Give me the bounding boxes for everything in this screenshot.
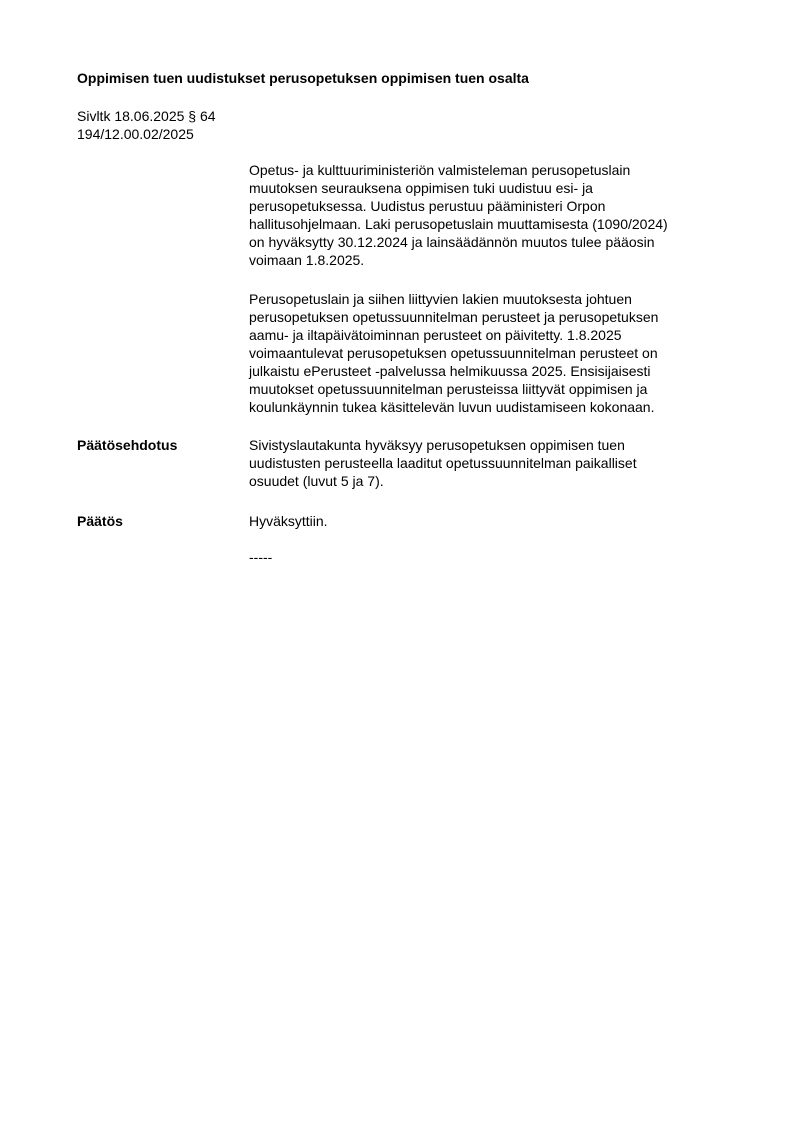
paragraph-line: koulunkäynnin tukea käsittelevän luvun uudistamiseen kokonaan. (249, 399, 655, 415)
meeting-reference: Sivltk 18.06.2025 § 64 (77, 108, 216, 124)
paragraph-line: muutoksen seurauksena oppimisen tuki uudistuu esi- ja (249, 180, 593, 196)
paragraph-line: hallitusohjelmaan. Laki perusopetuslain muuttamisesta (1090/2024) (249, 216, 668, 232)
paragraph-line: aamu- ja iltapäivätoiminnan perusteet on päivitetty. 1.8.2025 (249, 327, 622, 343)
paragraph-line: perusopetuksen opetussuunnitelman perusteet ja perusopetuksen (249, 309, 659, 325)
paragraph-line: julkaistu ePerusteet -palvelussa helmikuussa 2025. Ensisijaisesti (249, 363, 651, 379)
proposal-paragraph (249, 436, 729, 490)
record-number: 194/12.00.02/2025 (77, 126, 194, 142)
paragraph-line: perusopetuksessa. Uudistus perustuu pääministeri Orpon (249, 198, 606, 214)
document-title: Oppimisen tuen uudistukset perusopetuksen oppimisen tuen osalta (77, 70, 529, 86)
paragraph-line: muutokset opetussuunnitelman perusteissa liittyvät oppimisen ja (249, 381, 648, 397)
paragraph-line: voimaantulevat perusopetuksen opetussuunnitelman perusteet on (249, 345, 658, 361)
paragraph-line: Sivistyslautakunta hyväksyy perusopetuksen oppimisen tuen (249, 437, 625, 453)
decision-label: Päätös (77, 513, 123, 529)
paragraph-line: osuudet (luvut 5 ja 7). (249, 473, 384, 489)
paragraph-line: voimaan 1.8.2025. (249, 252, 365, 268)
intro-paragraph (249, 161, 729, 269)
proposal-label: Päätösehdotus (77, 437, 178, 453)
paragraph-line: on hyväksytty 30.12.2024 ja lainsäädännön muutos tulee pääosin (249, 234, 655, 250)
paragraph-line: uudistusten perusteella laaditut opetussuunnitelman paikalliset (249, 455, 637, 471)
paragraph-line: Opetus- ja kulttuuriministeriön valmisteleman perusopetuslain (249, 162, 631, 178)
paragraph-line: Perusopetuslain ja siihen liittyvien lakien muutoksesta johtuen (249, 291, 632, 307)
second-paragraph (249, 290, 729, 416)
decision-text: Hyväksyttiin. (249, 513, 328, 529)
separator-line: ----- (249, 549, 273, 565)
